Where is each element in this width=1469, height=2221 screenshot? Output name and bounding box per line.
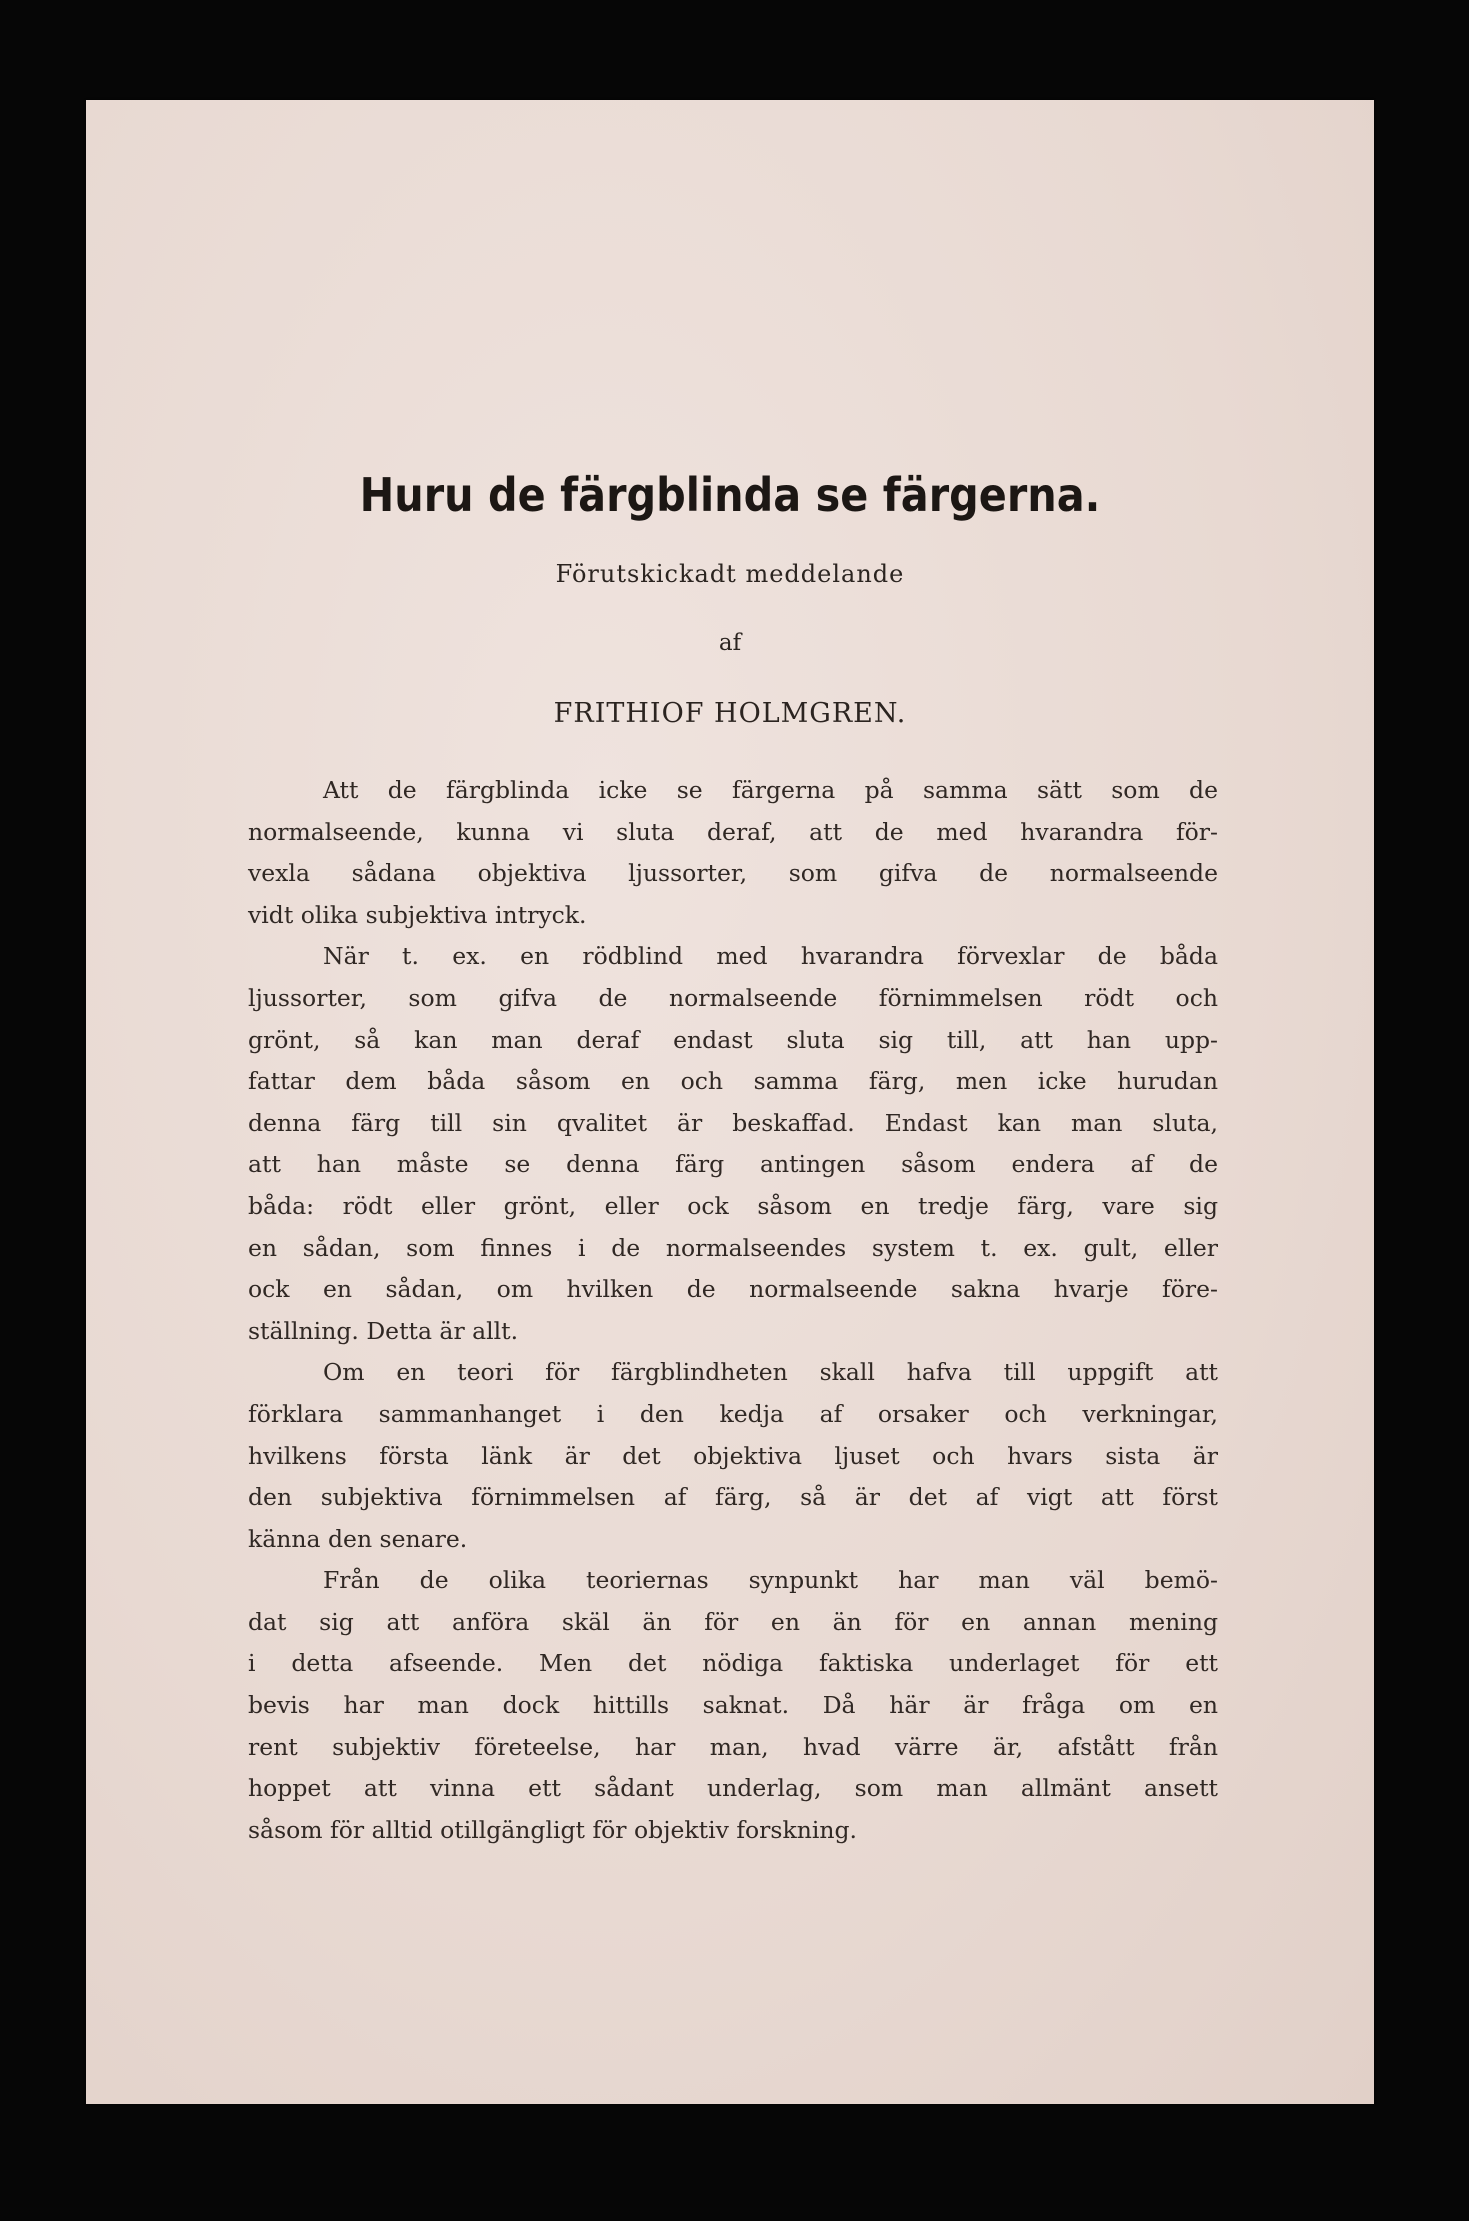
- body-text: [248, 770, 1218, 1851]
- document-subtitle: Förutskickadt meddelande: [555, 560, 905, 588]
- text-line: vidt olika subjektiva intryck.: [248, 900, 587, 929]
- text-line: dat sig att anföra skäl än för en än för en annan mening: [248, 1607, 1218, 1636]
- text-line: grönt, så kan man deraf endast sluta sig till, att han upp-: [248, 1025, 1218, 1054]
- text-line: båda: rödt eller grönt, eller ock såsom en tredje färg, vare sig: [248, 1191, 1218, 1220]
- text-line: att han måste se denna färg antingen såsom endera af de: [248, 1150, 1218, 1179]
- text-line: i detta afseende. Men det nödiga faktiska underlaget för ett: [248, 1649, 1218, 1678]
- text-line: såsom för alltid otillgängligt för objektiv forskning.: [248, 1815, 858, 1844]
- text-line: en sådan, som finnes i de normalseendes system t. ex. gult, eller: [248, 1233, 1218, 1262]
- text-line: rent subjektiv företeelse, har man, hvad värre är, afstått från: [248, 1732, 1218, 1761]
- text-line: ljussorter, som gifva de normalseende förnimmelsen rödt och: [248, 983, 1218, 1012]
- text-line: ock en sådan, om hvilken de normalseende sakna hvarje före-: [248, 1275, 1218, 1304]
- text-line: denna färg till sin qvalitet är beskaffad. Endast kan man sluta,: [248, 1108, 1218, 1137]
- text-line: den subjektiva förnimmelsen af färg, så är det af vigt att först: [248, 1483, 1218, 1512]
- byline-af: af: [718, 630, 742, 656]
- text-line: hoppet att vinna ett sådant underlag, som man allmänt ansett: [248, 1774, 1218, 1803]
- text-line: bevis har man dock hittills saknat. Då här är fråga om en: [248, 1691, 1218, 1720]
- document-page: [86, 100, 1374, 2104]
- text-line: känna den senare.: [248, 1524, 468, 1553]
- text-line: Från de olika teoriernas synpunkt har man väl bemö-: [323, 1566, 1218, 1595]
- text-line: fattar dem båda såsom en och samma färg, men icke hurudan: [248, 1067, 1218, 1096]
- document-title: Huru de färgblinda se färgerna.: [359, 468, 1101, 522]
- author-name: FRITHIOF HOLMGREN.: [553, 698, 907, 729]
- text-line: normalseende, kunna vi sluta deraf, att de med hvarandra för-: [248, 817, 1218, 846]
- text-line: vexla sådana objektiva ljussorter, som gifva de normalseende: [248, 859, 1218, 888]
- text-line: När t. ex. en rödblind med hvarandra förvexlar de båda: [323, 942, 1218, 971]
- text-line: ställning. Detta är allt.: [248, 1316, 519, 1345]
- text-line: Att de färgblinda icke se färgerna på samma sätt som de: [323, 776, 1218, 804]
- text-line: Om en teori för färgblindheten skall hafva till uppgift att: [323, 1358, 1218, 1387]
- text-line: hvilkens första länk är det objektiva ljuset och hvars sista är: [248, 1441, 1218, 1470]
- text-line: förklara sammanhanget i den kedja af orsaker och verkningar,: [248, 1399, 1218, 1428]
